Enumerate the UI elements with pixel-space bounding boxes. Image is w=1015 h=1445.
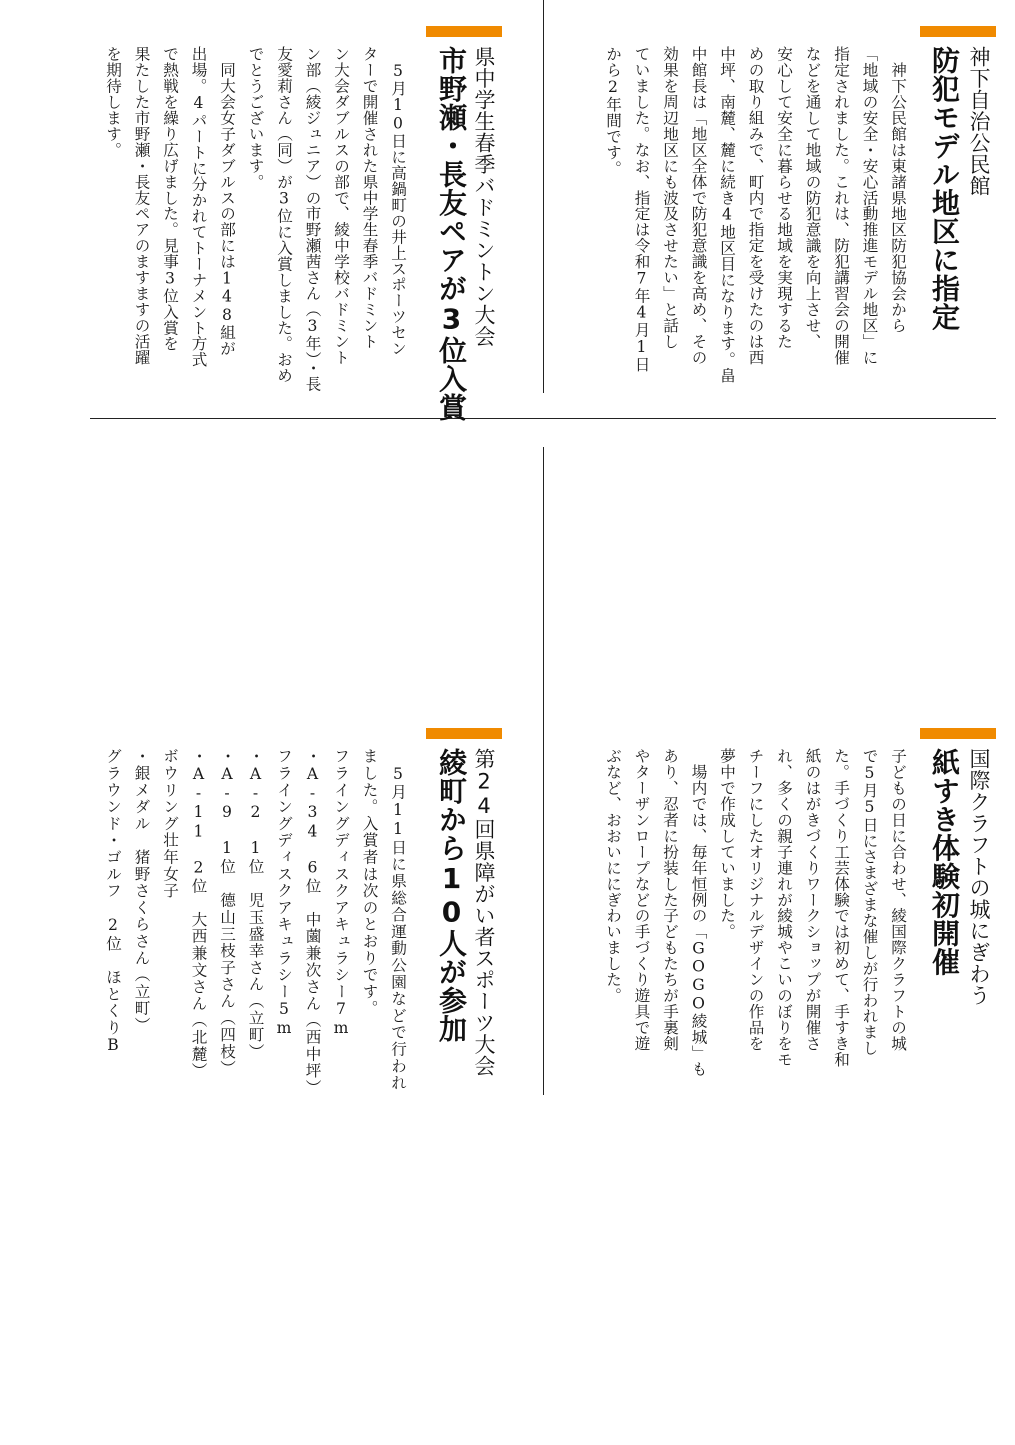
article-kicker: 国際クラフトの城にぎわう	[967, 748, 991, 1006]
article-body: 5月10日に高鍋町の井上スポーツセン ターで開催された県中学生春季バドミント ン大会ダブルスの部で、綾中学校バドミント ン部（綾ジュニア）の市野瀬茜さん（3年）・長 友愛莉さん（同）が3位に入賞しました。おめ でとうございます。 同大会女子ダブルスの部には148組が 出場。4パートに分かれてトーナメント方式 で熱戦を繰り広げました。見事3位入賞を 果たした市野瀬・長友ペアのますますの活躍 を期待します。	[104, 46, 407, 392]
article-headline: 市野瀬・長友ペアが3位入賞	[435, 46, 468, 422]
accent-bar	[426, 728, 502, 739]
article-body: 神下公民館は東諸県地区防犯協会から 「地域の安全・安心活動推進モデル地区」に 指定されました。これは、防犯講習会の開催 などを通して地域の防犯意識を向上させ、 安心して安全に暮らせる地域を実現するた めの取り組みで、町内で指定を受けたのは西 中坪、南麓、麓に続き4地区目になります。畠 中館長は「地区全体で防犯意識を高め、その 効果を周辺地区にも波及させたい」と話し ていました。なお、指定は令和7年4月1日 から2年間です。	[604, 46, 907, 384]
article-kicker: 県中学生春季バドミントン大会	[472, 46, 496, 347]
article-headline: 綾町から10人が参加	[435, 748, 468, 1043]
article-body: 子どもの日に合わせ、綾国際クラフトの城 で5月5日にさまざまな催しが行われまし た。手づくり工芸体験では初めて、手すき和 紙のはがきづくりワークショップが開催さ れ、多くの親子連れが綾城やこいのぼりをモ チーフにしたオリジナルデザインの作品を 夢中で作成していました。 場内では、毎年恒例の「GOGO綾城」も あり、忍者に扮装した子どもたちが手裏剣 やターザンロープなどの手づくり遊具で遊 ぶなど、おおいににぎわいました。	[604, 748, 907, 1077]
article-headline: 紙すき体験初開催	[928, 748, 961, 976]
article-kicker: 神下自治公民館	[967, 46, 991, 197]
article-body: 5月11日に県総合運動公園などで行われ ました。入賞者は次のとおりです。 フライングディスクアキュラシー7m ・A-34 6位 中薗兼次さん（西中坪） フライングディスクアキュラシー5m ・A-2 1位 児玉盛幸さん（立町） ・A-9 1位 德山三枝子さん（四枝） ・A-11 2位 大西兼文さん（北麓） ボウリング壮年女子 ・銀メダル 猪野さくらさん（立町） グラウンド・ゴルフ 2位 ほとくりB	[104, 748, 407, 1096]
article-headline: 防犯モデル地区に指定	[928, 46, 961, 331]
article-kicker: 第24回県障がい者スポーツ大会	[472, 748, 496, 1077]
